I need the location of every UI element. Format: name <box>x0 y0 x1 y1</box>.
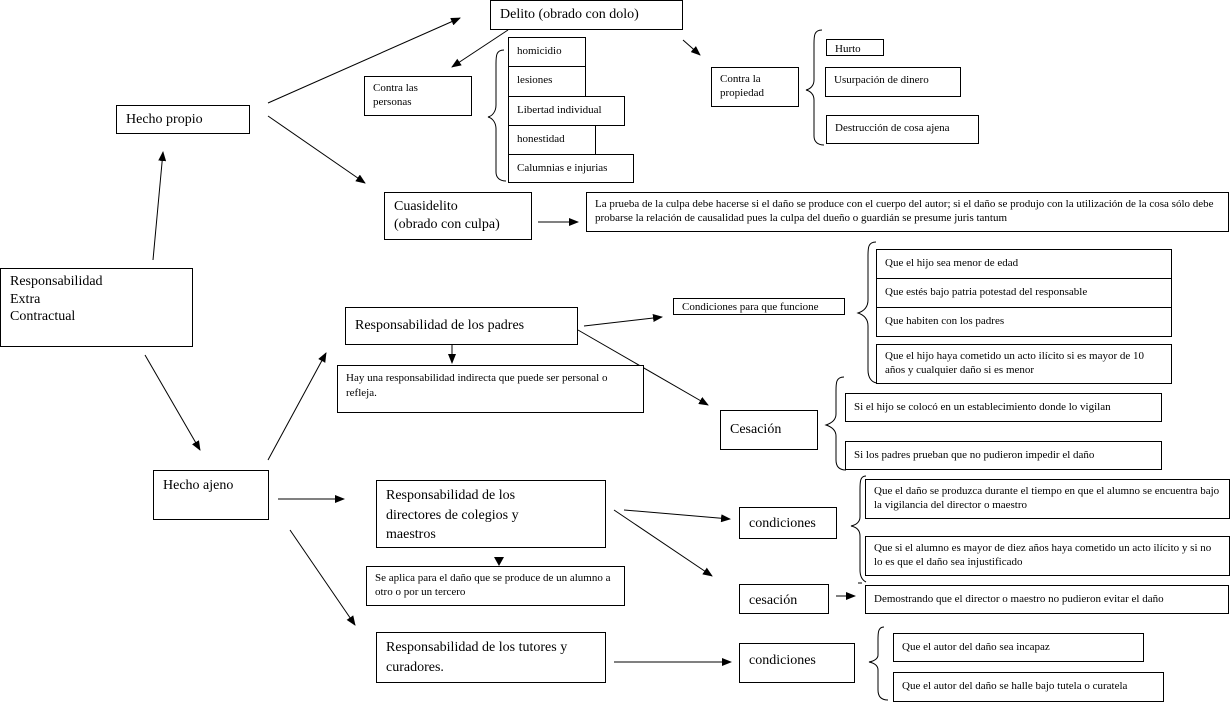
node-ces-prueban: Si los padres prueban que no pudieron impedir el daño <box>845 441 1162 470</box>
node-delito: Delito (obrado con dolo) <box>490 0 683 30</box>
brace-propiedad <box>806 30 824 145</box>
node-resp-directores: Responsabilidad de los directores de colegios y maestros <box>376 480 606 548</box>
arrow-to-contra-propiedad <box>683 40 700 55</box>
node-hecho-propio: Hecho propio <box>116 105 250 134</box>
node-resp-indirecta: Hay una responsabilidad indirecta que puede ser personal o refleja. <box>337 365 644 413</box>
triangle-directores <box>494 557 504 566</box>
node-cond-menor: Que el hijo sea menor de edad <box>876 249 1172 279</box>
node-contra-personas: Contra las personas <box>364 76 472 116</box>
node-condiciones-tutores: condiciones <box>739 643 855 683</box>
node-libertad-individual: Libertad individual <box>508 96 625 126</box>
node-cond-diez: Que si el alumno es mayor de diez años haya cometido un acto ilícito y si no lo es que el daño sea injustificado <box>865 536 1230 576</box>
node-cesacion-directores: cesación <box>739 584 829 614</box>
node-cuasidelito: Cuasidelito (obrado con culpa) <box>384 192 532 240</box>
node-hecho-ajeno: Hecho ajeno <box>153 470 269 520</box>
node-demostrando: Demostrando que el director o maestro no pudieron evitar el daño <box>865 585 1229 614</box>
arrow-to-resp-padres <box>268 353 326 460</box>
node-cond-incapaz: Que el autor del daño sea incapaz <box>893 633 1144 662</box>
arrow-to-contra-personas <box>452 30 508 67</box>
node-cond-patria: Que estés bajo patria potestad del responsable <box>876 278 1172 308</box>
node-cond-habiten: Que habiten con los padres <box>876 307 1172 337</box>
node-cond-tutela: Que el autor del daño se halle bajo tutela o curatela <box>893 672 1164 702</box>
arrow-to-hecho-propio <box>153 152 163 260</box>
node-responsabilidad-extracontractual: Responsabilidad Extra Contractual <box>0 268 193 347</box>
arrow-to-condiciones-funcione <box>584 317 662 326</box>
arrow-to-hecho-ajeno <box>145 355 200 450</box>
arrow-to-resp-tutores <box>290 530 355 625</box>
brace-condiciones-directores <box>851 476 866 582</box>
node-lesiones: lesiones <box>508 66 586 97</box>
brace-condiciones-padres <box>858 242 878 383</box>
node-usurpacion: Usurpación de dinero <box>825 67 961 97</box>
node-resp-padres: Responsabilidad de los padres <box>345 307 578 345</box>
node-se-aplica: Se aplica para el daño que se produce de un alumno a otro o por un tercero <box>366 566 625 606</box>
brace-cesacion <box>826 377 846 470</box>
node-cond-tiempo: Que el daño se produzca durante el tiempo en que el alumno se encuentra bajo la vigilancia del director o maestro <box>865 479 1230 519</box>
node-prueba-culpa: La prueba de la culpa debe hacerse si el daño se produce con el cuerpo del autor; si el daño se produjo con la utilización de la cosa sólo debe probarse la relación de causalidad pues la culpa del dueño o guardián se presume juris tantum <box>586 192 1229 232</box>
node-ces-establecimiento: Si el hijo se colocó en un establecimiento donde lo vigilan <box>845 393 1162 422</box>
node-hurto: Hurto <box>826 39 884 56</box>
node-honestidad: honestidad <box>508 125 596 155</box>
node-contra-propiedad: Contra la propiedad <box>711 67 799 107</box>
node-calumnias: Calumnias e injurias <box>508 154 634 183</box>
node-condiciones-directores: condiciones <box>739 507 837 539</box>
node-resp-tutores: Responsabilidad de los tutores y curadores. <box>376 632 606 683</box>
node-destruccion: Destrucción de cosa ajena <box>826 115 979 144</box>
node-cond-acto: Que el hijo haya cometido un acto ilícito si es mayor de 10 años y cualquier daño si es menor <box>876 344 1172 384</box>
node-homicidio: homicidio <box>508 37 586 67</box>
arrow-to-cuasidelito <box>268 116 365 183</box>
node-cesacion-padres: Cesación <box>720 410 818 450</box>
arrow-to-cesacion-directores <box>614 510 712 576</box>
brace-condiciones-tutores <box>869 627 888 700</box>
arrow-to-condiciones-directores <box>624 510 730 519</box>
brace-personas <box>488 50 506 181</box>
node-condiciones-funcione: Condiciones para que funcione <box>673 298 845 315</box>
